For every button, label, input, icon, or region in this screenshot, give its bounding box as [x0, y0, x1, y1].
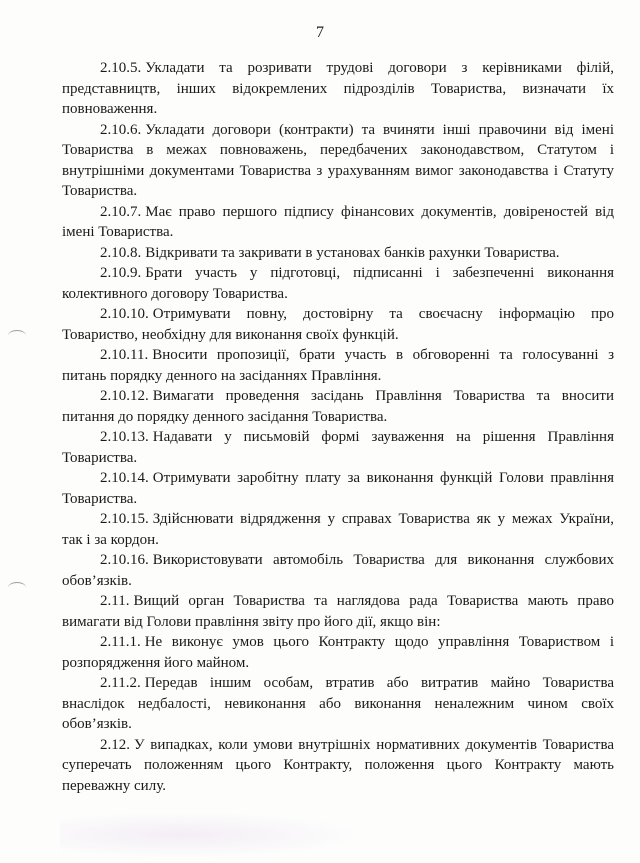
paragraph	[62, 263, 614, 304]
paragraph-number: 2.10.15.	[100, 511, 149, 527]
paragraph	[62, 468, 614, 509]
paragraph-number: 2.10.13.	[100, 429, 149, 445]
paragraph-text: Передав іншим особам, втратив або витратив майно Товариства внаслідок недбалості, невиконання або виконання неналежним чином своїх обов’язків.	[62, 675, 614, 732]
paragraph	[62, 58, 614, 120]
paragraph-text: Вносити пропозиції, брати участь в обговоренні та голосуванні з питань порядку денного на засіданнях Правління.	[62, 347, 614, 384]
paragraph-number: 2.10.6.	[100, 121, 142, 138]
paragraph	[62, 120, 614, 202]
paragraph	[62, 345, 614, 386]
paragraph	[62, 591, 614, 632]
paragraph-text: Вимагати проведення засідань Правління Товариства та вносити питання до порядку денного засідання Товариства.	[62, 388, 614, 425]
paragraph-number: 2.12.	[100, 736, 130, 753]
paragraph-number: 2.10.9.	[100, 265, 142, 281]
paragraph-text: Отримувати повну, достовірну та своєчасну інформацію про Товариство, необхідну для виконання своїх функцій.	[62, 306, 614, 343]
paragraph-number: 2.10.7.	[100, 203, 142, 220]
paragraph-text: У випадках, коли умови внутрішніх нормативних документів Товариства суперечать положенням цього Контракту, положення цього Контракту мають переважну силу.	[62, 736, 614, 794]
paragraph-text: Укладати договори (контракти) та вчиняти інші правочини від імені Товариства в межах повноважень, передбачених законодавством, Статутом і внутрішніми документами Товариства з урахуванням вимог законодавства і Статуту Товариства.	[62, 121, 614, 199]
paragraph	[62, 735, 614, 797]
paragraph-text: Надавати у письмовій формі зауваження на рішення Правління Товариства.	[62, 429, 614, 466]
paper-stain	[60, 812, 360, 858]
paragraph	[62, 550, 614, 591]
document-body	[62, 58, 614, 796]
paragraph-number: 2.10.11.	[100, 347, 149, 363]
paragraph-number: 2.11.2.	[100, 675, 141, 691]
paragraph-text: Укладати та розривати трудові договори з керівниками філій, представництв, інших відокремлених підрозділів Товариства, визначати їх повноваження.	[62, 60, 614, 117]
paragraph-number: 2.11.	[100, 593, 130, 609]
paragraph	[62, 202, 614, 243]
paragraph-text: Вищий орган Товариства та наглядова рада Товариства мають право вимагати від Голови правління звіту про його дії, якщо він:	[62, 593, 614, 630]
page-number: 7	[316, 24, 324, 41]
paragraph-text: Брати участь у підготовці, підписанні і забезпеченні виконання колективного договору Товариства.	[62, 265, 614, 302]
paragraph-number: 2.10.12.	[100, 388, 149, 404]
paragraph-text: Відкривати та закривати в установах банків рахунки Товариства.	[145, 244, 560, 261]
paragraph	[62, 427, 614, 468]
paragraph	[62, 243, 614, 264]
paragraph	[62, 386, 614, 427]
punch-hole-mark-bottom	[8, 582, 26, 593]
paragraph-number: 2.10.8.	[100, 244, 142, 261]
paragraph-text: Має право першого підпису фінансових документів, довіреностей від імені Товариства.	[62, 203, 614, 240]
paragraph-text: Не виконує умов цього Контракту щодо управління Товариством і розпорядження його майном.	[62, 634, 614, 671]
paragraph-text: Здійснювати відрядження у справах Товариства як у межах України, так і за кордон.	[62, 511, 614, 548]
paragraph	[62, 304, 614, 345]
paragraph	[62, 673, 614, 735]
paragraph-number: 2.11.1.	[100, 634, 141, 650]
paragraph-number: 2.10.16.	[100, 552, 149, 568]
paragraph-text: Отримувати заробітну плату за виконання функцій Голови правління Товариства.	[62, 470, 614, 507]
paragraph-number: 2.10.10.	[100, 306, 149, 322]
paragraph-number: 2.10.5.	[100, 60, 142, 76]
paragraph	[62, 632, 614, 673]
punch-hole-mark-top	[8, 330, 26, 341]
paragraph-text: Використовувати автомобіль Товариства для виконання службових обов’язків.	[62, 552, 614, 589]
paragraph-number: 2.10.14.	[100, 470, 149, 486]
paragraph	[62, 509, 614, 550]
